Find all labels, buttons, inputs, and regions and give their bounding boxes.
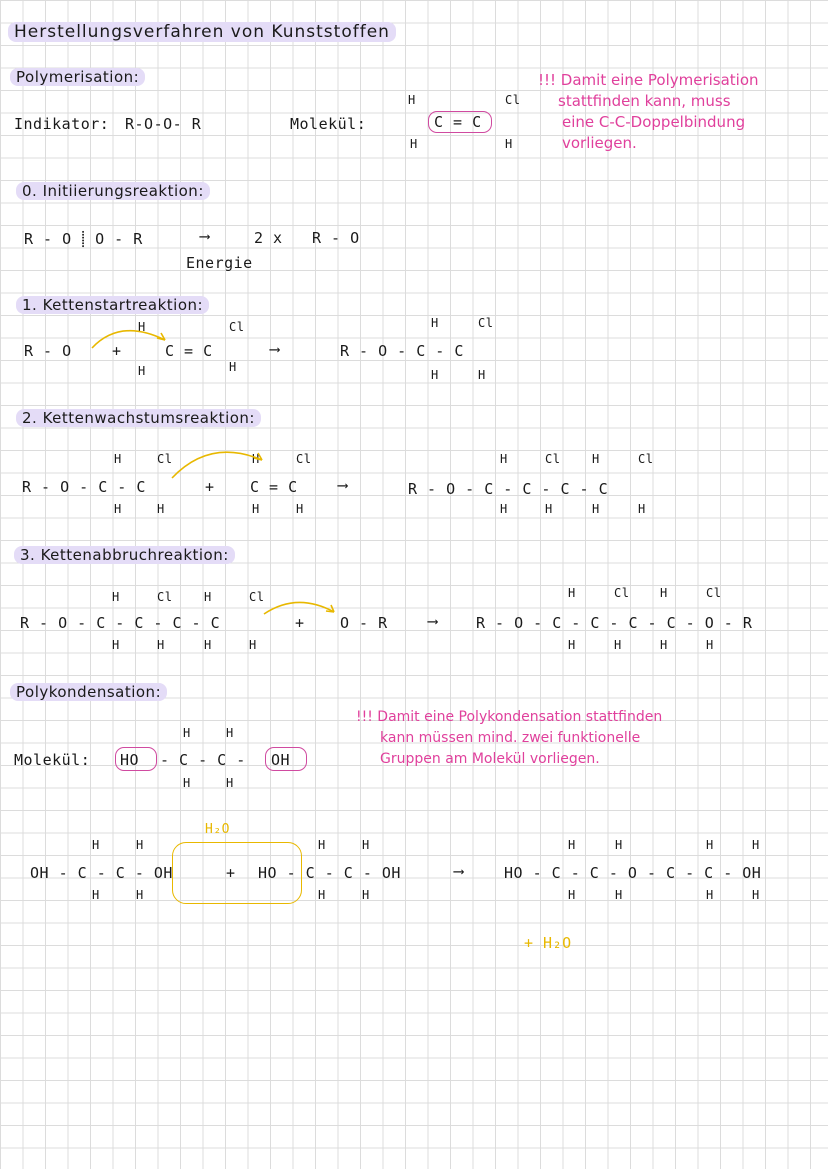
polymerisation-note: !!! Damit eine Polymerisation stattfinden kann, muss eine C-C-Doppelbindung vorliegen.: [538, 71, 759, 152]
step3-p-h5: H: [660, 638, 668, 652]
step3-radical: O - R: [340, 614, 388, 632]
page-title: Herstellungsverfahren von Kunststoffen: [8, 22, 396, 42]
step2-p-cl1: Cl: [545, 452, 561, 466]
step1-product: R - O - C - C: [340, 342, 464, 360]
rx-r-h2: H: [362, 838, 370, 852]
step1-h-bottom2: H: [229, 360, 237, 374]
step2-monomer-h2: H: [252, 502, 260, 516]
step1-arrow: ⟶: [270, 340, 280, 358]
rx-l-h3: H: [92, 888, 100, 902]
step1-product-h1: H: [431, 316, 439, 330]
indikator-label: Indikator:: [14, 115, 110, 133]
step3-p-cl2: Cl: [706, 586, 722, 600]
step0-mult: 2 x: [254, 229, 283, 247]
rx-p-h4: H: [752, 838, 760, 852]
step1-h-top: H: [138, 320, 146, 334]
step2-arrow: ⟶: [338, 476, 348, 494]
step2-p-h6: H: [638, 502, 646, 516]
step3-heading: 3. Kettenabbruchreaktion:: [14, 546, 235, 564]
rx-l-h4: H: [136, 888, 144, 902]
step2-h3: H: [157, 502, 165, 516]
step3-p-h4: H: [614, 638, 622, 652]
step1-monomer: C = C: [165, 342, 213, 360]
step1-cl-top: Cl: [229, 320, 245, 334]
step1-product-cl: Cl: [478, 316, 494, 330]
step2-h1: H: [114, 452, 122, 466]
step3-electron-arrow: [262, 598, 352, 628]
step0-heading: 0. Initiierungsreaktion:: [16, 182, 210, 200]
rx-l-h1: H: [92, 838, 100, 852]
step1-h-bottom: H: [138, 364, 146, 378]
step2-p-h4: H: [545, 502, 553, 516]
step1-radical: R - O: [24, 342, 72, 360]
step3-cl2: Cl: [249, 590, 265, 604]
poly-mol-h3: H: [183, 776, 191, 790]
step3-cl1: Cl: [157, 590, 173, 604]
step0-energy: Energie: [186, 254, 253, 272]
rx-p-h5: H: [568, 888, 576, 902]
step2-h2: H: [114, 502, 122, 516]
step0-product: R - O: [312, 229, 360, 247]
poly-group2: OH: [271, 751, 291, 769]
step1-product-h2: H: [431, 368, 439, 382]
step2-plus: +: [205, 478, 215, 496]
rx-p-h6: H: [615, 888, 623, 902]
step2-monomer-h3: H: [296, 502, 304, 516]
step3-plus: +: [295, 614, 305, 632]
indikator-value: R-O-O- R: [125, 115, 202, 133]
step3-h2: H: [204, 590, 212, 604]
step2-p-h5: H: [592, 502, 600, 516]
step2-heading: 2. Kettenwachstumsreaktion:: [16, 409, 261, 427]
rx-p-h2: H: [615, 838, 623, 852]
step3-p-h1: H: [568, 586, 576, 600]
step3-p-h6: H: [706, 638, 714, 652]
step0-reactant: R - O ⸽ O - R: [24, 230, 143, 248]
step2-left: R - O - C - C: [22, 478, 146, 496]
rx-p-h1: H: [568, 838, 576, 852]
molecule-bond: C = C: [434, 113, 482, 131]
step2-electron-arrow: [170, 444, 280, 484]
poly-group1: HO: [120, 751, 140, 769]
step3-h6: H: [249, 638, 257, 652]
polykondensation-note: !!! Damit eine Polykondensation stattfinden kann müssen mind. zwei funktionelle Gruppen am Molekül vorliegen.: [356, 709, 663, 767]
step3-p-cl1: Cl: [614, 586, 630, 600]
step1-heading: 1. Kettenstartreaktion:: [16, 296, 209, 314]
step1-plus: +: [112, 342, 122, 360]
rx-product: HO - C - C - O - C - C - OH: [504, 864, 762, 882]
molekuel-label: Molekül:: [290, 115, 367, 133]
molecule-h2: H: [410, 137, 418, 151]
polymerisation-heading: Polymerisation:: [10, 68, 145, 86]
poly-chain: - C - C -: [160, 751, 246, 769]
step2-monomer-h: H: [252, 452, 260, 466]
poly-mol-h2: H: [226, 726, 234, 740]
polykondensation-heading: Polykondensation:: [10, 683, 167, 701]
step1-product-h3: H: [478, 368, 486, 382]
step3-p-h3: H: [568, 638, 576, 652]
step2-p-h1: H: [500, 452, 508, 466]
rx-arrow: ⟶: [454, 862, 464, 880]
rx-p-h3: H: [706, 838, 714, 852]
step3-product: R - O - C - C - C - C - O - R: [476, 614, 753, 632]
step2-p-cl2: Cl: [638, 452, 654, 466]
step1-electron-arrow: [90, 318, 190, 358]
step2-monomer: C = C: [250, 478, 298, 496]
molecule-h1: H: [408, 93, 416, 107]
step2-monomer-cl: Cl: [296, 452, 312, 466]
step2-product: R - O - C - C - C - C: [408, 480, 609, 498]
rx-r-h4: H: [362, 888, 370, 902]
step0-arrow: ⟶: [200, 227, 210, 245]
step3-h5: H: [204, 638, 212, 652]
step3-left: R - O - C - C - C - C: [20, 614, 221, 632]
step2-cl1: Cl: [157, 452, 173, 466]
step3-p-h2: H: [660, 586, 668, 600]
step3-h3: H: [112, 638, 120, 652]
rx-l-h2: H: [136, 838, 144, 852]
rx-r-h3: H: [318, 888, 326, 902]
poly-water-label: H₂O: [205, 822, 230, 837]
molecule-cl: Cl: [505, 93, 521, 107]
poly-mol-h1: H: [183, 726, 191, 740]
step2-p-h2: H: [592, 452, 600, 466]
step2-p-h3: H: [500, 502, 508, 516]
rx-right: HO - C - C - OH: [258, 864, 401, 882]
rx-plus: +: [226, 864, 236, 882]
step3-arrow: ⟶: [428, 612, 438, 630]
rx-p-h7: H: [706, 888, 714, 902]
rx-p-h8: H: [752, 888, 760, 902]
poly-mol-h4: H: [226, 776, 234, 790]
poly-molekuel-label: Molekül:: [14, 751, 91, 769]
rx-r-h1: H: [318, 838, 326, 852]
step3-h4: H: [157, 638, 165, 652]
rx-byproduct: + H₂O: [524, 934, 572, 952]
molecule-h3: H: [505, 137, 513, 151]
rx-left: OH - C - C - OH: [30, 864, 173, 882]
step3-h1: H: [112, 590, 120, 604]
